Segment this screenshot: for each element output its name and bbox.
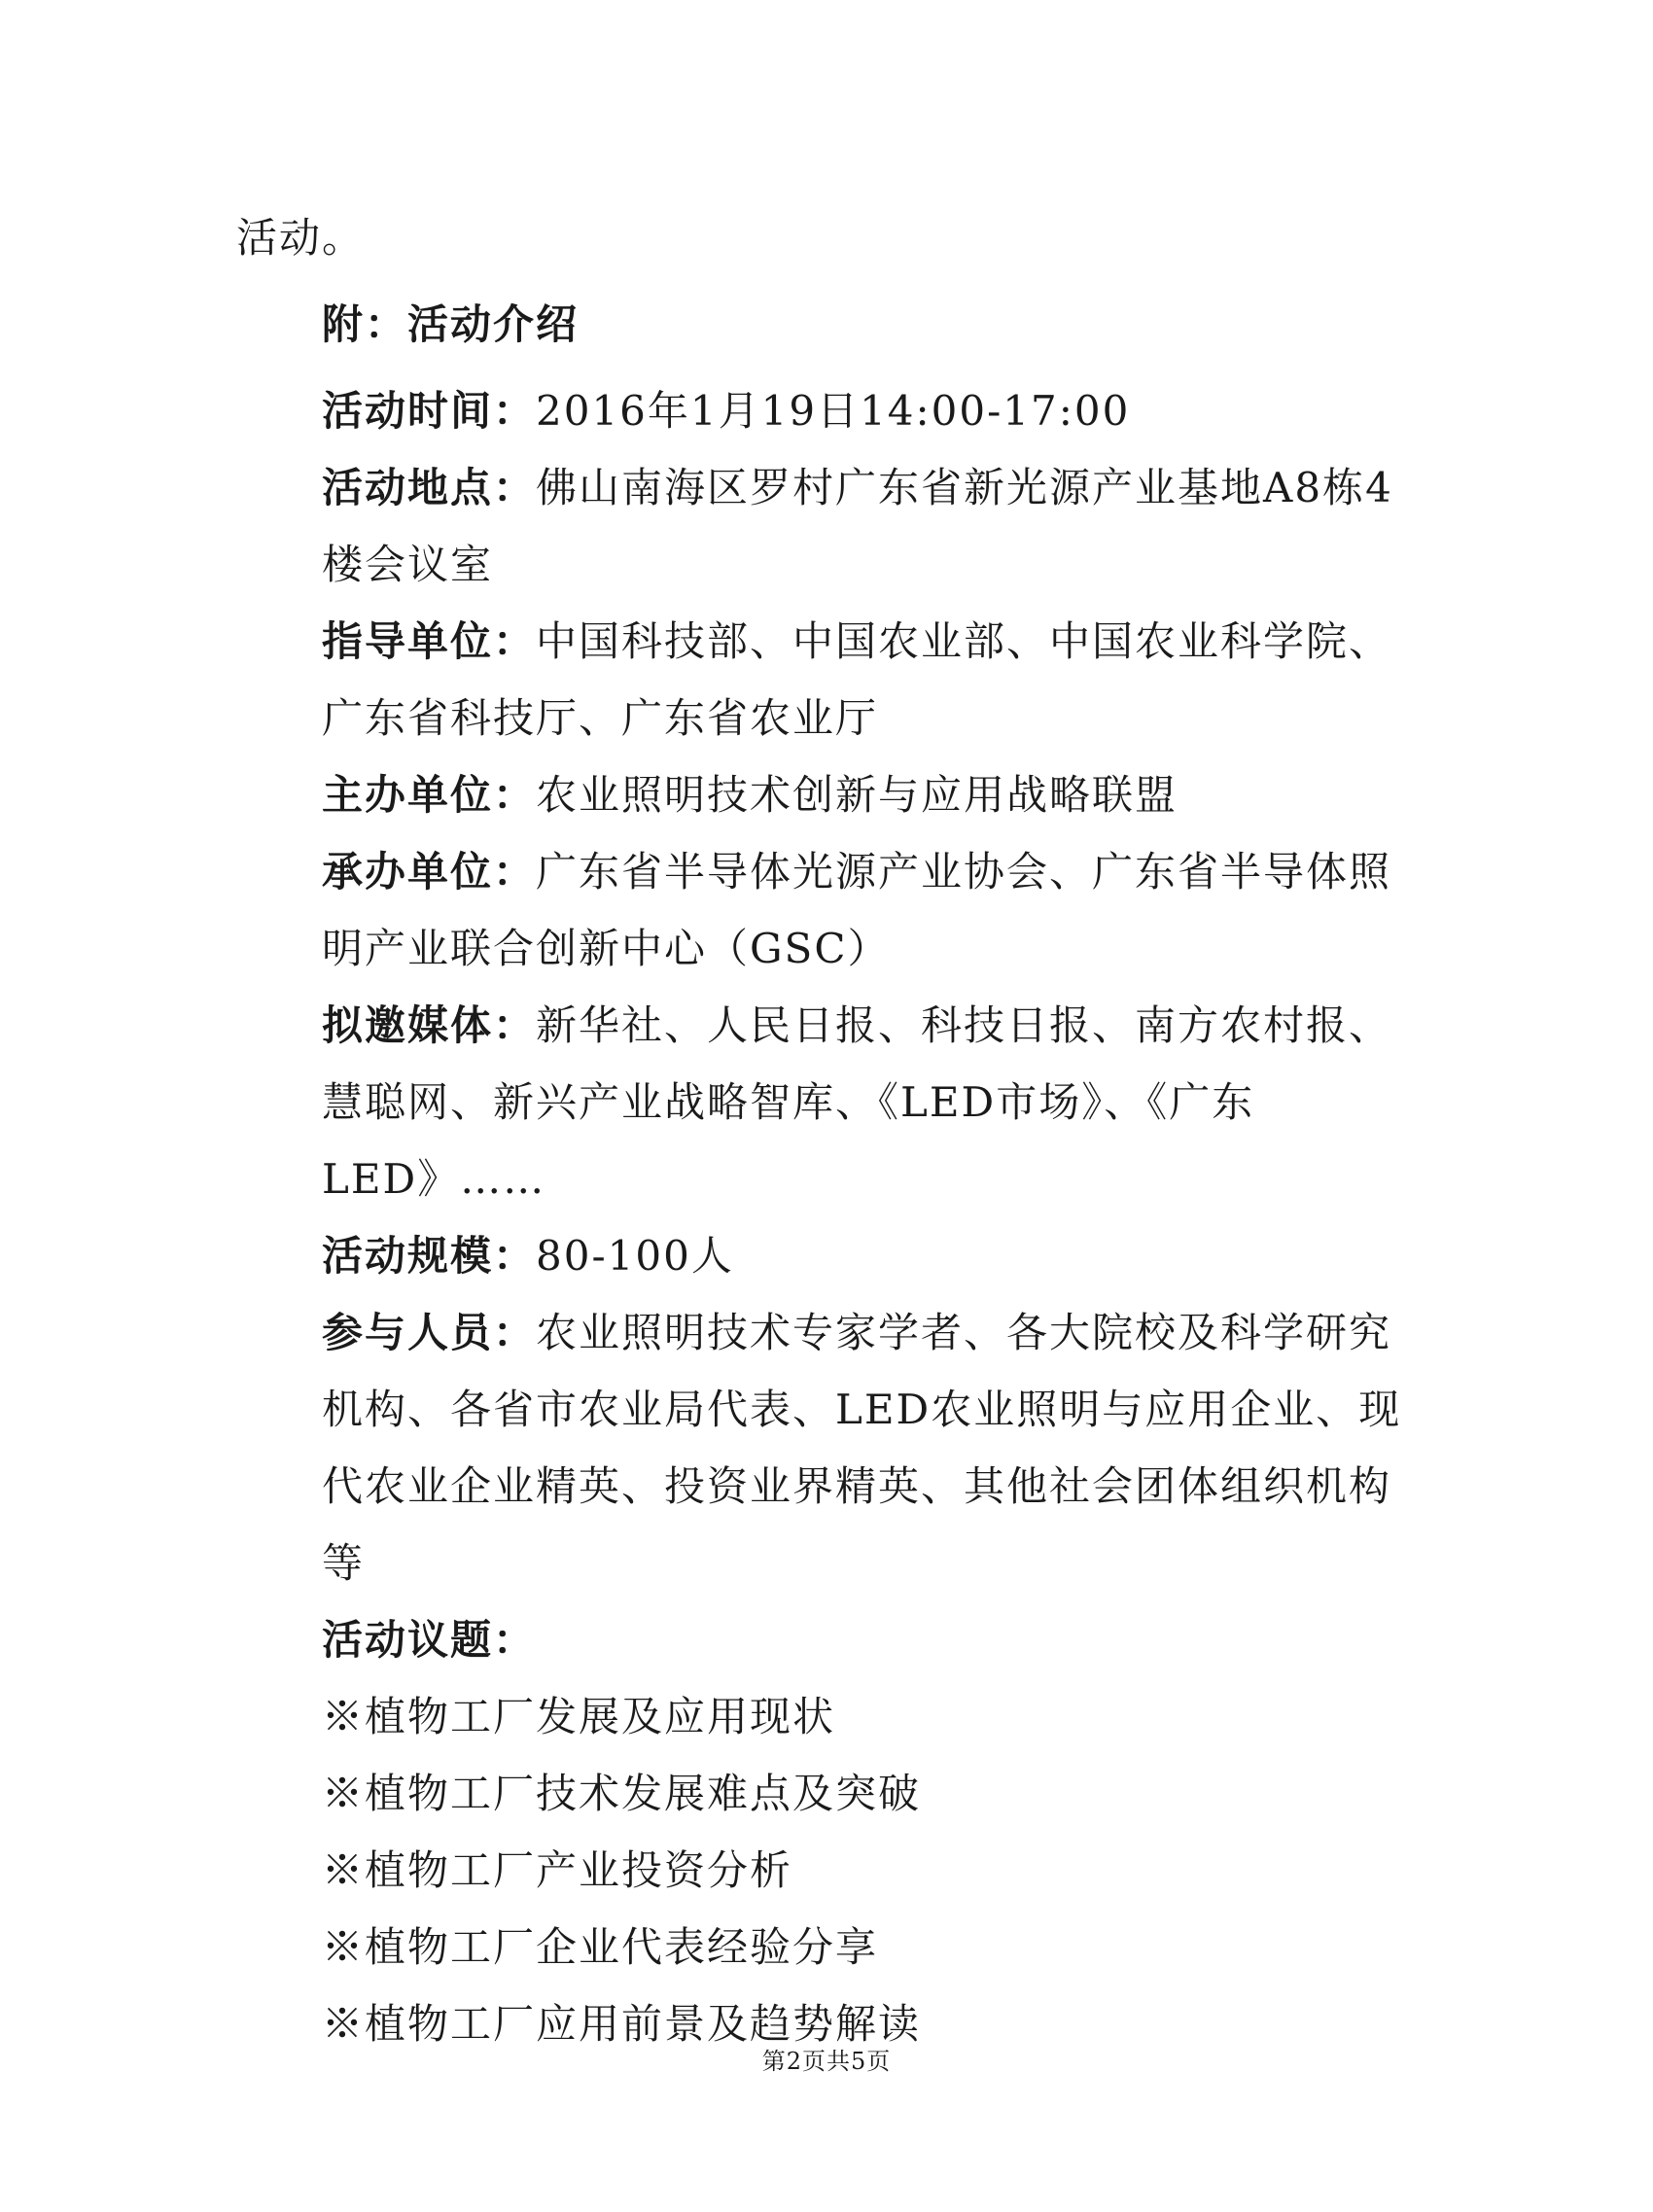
appendix-title: 附：活动介绍	[322, 300, 580, 348]
field-media-label: 拟邀媒体：	[322, 1001, 537, 1049]
document-body	[236, 199, 1432, 2062]
topics-title: 活动议题：	[322, 1616, 537, 1664]
field-organizer-label: 承办单位：	[322, 848, 537, 895]
field-host-unit-value: 农业照明技术创新与应用战略联盟	[536, 771, 1178, 819]
topic-item: ※植物工厂企业代表经验分享	[322, 1923, 879, 1971]
field-scale-label: 活动规模：	[322, 1232, 537, 1280]
field-time-value: 2016年1月19日14:00-17:00	[536, 387, 1131, 435]
field-media-value: 新华社、人民日报、科技日报、南方农村报、慧聪网、新兴产业战略智库、《LED市场》、《广东LED》……	[322, 1001, 1392, 1203]
field-participants	[236, 1294, 1432, 1601]
field-scale	[236, 1217, 1432, 1294]
topics-list	[236, 1678, 1432, 2062]
field-location-label: 活动地点：	[322, 464, 537, 511]
field-participants-value: 农业照明技术专家学者、各大院校及科学研究机构、各省市农业局代表、LED农业照明与应用企业、现代农业企业精英、投资业界精英、其他社会团体组织机构等	[322, 1309, 1402, 1587]
field-organizer	[236, 833, 1432, 987]
field-media	[236, 987, 1432, 1217]
field-location	[236, 449, 1432, 603]
field-guide-units-value: 中国科技部、中国农业部、中国农业科学院、广东省科技厅、广东省农业厅	[322, 617, 1392, 742]
topic-item: ※植物工厂发展及应用现状	[322, 1693, 836, 1740]
topic-item: ※植物工厂产业投资分析	[322, 1846, 793, 1894]
topic-item: ※植物工厂应用前景及趋势解读	[322, 2000, 922, 2048]
field-host-unit-label: 主办单位：	[322, 771, 537, 819]
field-participants-label: 参与人员：	[322, 1309, 537, 1356]
field-organizer-value: 广东省半导体光源产业协会、广东省半导体照明产业联合创新中心（GSC）	[322, 848, 1392, 972]
field-time	[236, 372, 1432, 449]
topic-item: ※植物工厂技术发展难点及突破	[322, 1770, 922, 1817]
field-host-unit	[236, 756, 1432, 833]
field-guide-units-label: 指导单位：	[322, 617, 537, 665]
lead-text: 活动。	[236, 214, 366, 262]
page-number-footer: 第2页共5页	[761, 2048, 892, 2075]
field-scale-value: 80-100人	[536, 1232, 734, 1280]
field-time-label: 活动时间：	[322, 387, 537, 435]
field-location-value: 佛山南海区罗村广东省新光源产业基地A8栋4楼会议室	[322, 464, 1393, 588]
field-guide-units	[236, 603, 1432, 756]
